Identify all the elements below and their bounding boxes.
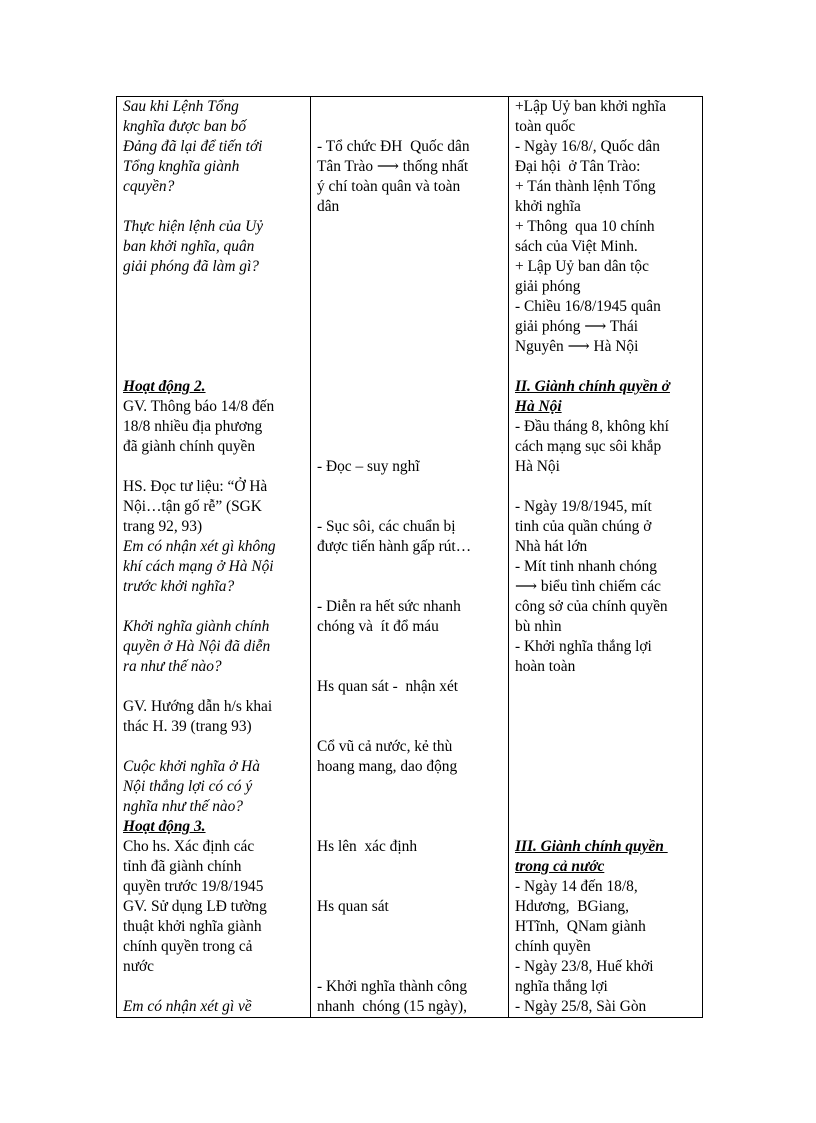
text-line: - Ngày 25/8, Sài Gòn (515, 998, 647, 1015)
activity-column (117, 97, 311, 1018)
text-line: GV. Thông báo 14/8 đến (123, 398, 275, 415)
text-line: ý chí toàn quân và toàn (317, 178, 461, 195)
text-line: Hs lên xác định (317, 838, 418, 855)
text-line: - Khởi nghĩa thành công (317, 978, 468, 995)
response-column (311, 97, 509, 1018)
text-line: - Diễn ra hết sức nhanh (317, 598, 461, 615)
text-line: giải phóng đã làm gì? (123, 258, 259, 275)
text-line: dân (317, 198, 340, 215)
text-line: quyền trước 19/8/1945 (123, 878, 264, 895)
text-line: - Đầu tháng 8, không khí (515, 418, 669, 435)
text-line: - Mít tinh nhanh chóng (515, 558, 657, 575)
text-line: cách mạng sục sôi khắp (515, 438, 662, 455)
text-line: thuật khởi nghĩa giành (123, 918, 262, 935)
activity-heading: Hoạt động 3. (123, 818, 206, 835)
text-line: ⟶ biểu tình chiếm các (515, 578, 661, 595)
activity-heading: Hoạt động 2. (123, 378, 206, 395)
text-line: nghĩa thắng lợi (515, 978, 608, 995)
text-line: nước (123, 958, 155, 975)
text-line: quyền ở Hà Nội đã diễn (123, 638, 271, 655)
text-line: toàn quốc (515, 118, 576, 135)
lesson-table (116, 96, 703, 1018)
text-line: Tổng knghĩa giành (123, 158, 240, 175)
text-line: Em có nhận xét gì về (123, 998, 252, 1015)
section-heading: trong cả nước (515, 858, 605, 875)
text-line: được tiến hành gấp rút… (317, 538, 472, 555)
text-line: trước khởi nghĩa? (123, 578, 235, 595)
text-line: giải phóng (515, 278, 581, 295)
text-line: HTĩnh, QNam giành (515, 918, 646, 935)
text-line: + Thông qua 10 chính (515, 218, 655, 235)
text-line: +Lập Uỷ ban khởi nghĩa (515, 98, 667, 115)
text-line: Cuộc khởi nghĩa ở Hà (123, 758, 260, 775)
section-heading: II. Giành chính quyền ở (515, 378, 670, 395)
text-line: tỉnh đã giành chính (123, 858, 242, 875)
text-line: khí cách mạng ở Hà Nội (123, 558, 274, 575)
text-line: Đảng đã lại để tiến tới (123, 138, 263, 155)
text-line: - Ngày 14 đến 18/8, (515, 878, 638, 895)
text-line: Sau khi Lệnh Tổng (123, 98, 239, 115)
text-line: Khởi nghĩa giành chính (123, 618, 270, 635)
text-line: Hà Nội (515, 458, 560, 475)
question-block (123, 217, 304, 277)
text-line: khởi nghĩa (515, 198, 581, 215)
text-line: cquyền? (123, 178, 175, 195)
text-line: giải phóng ⟶ Thái (515, 318, 639, 335)
text-line: - Ngày 16/8/, Quốc dân (515, 138, 660, 155)
text-line: Nội…tận gố rễ” (SGK (123, 498, 262, 515)
text-line: ban khởi nghĩa, quân (123, 238, 255, 255)
text-line: Em có nhận xét gì không (123, 538, 276, 555)
text-line: Nguyên ⟶ Hà Nội (515, 338, 639, 355)
text-line: 18/8 nhiều địa phương (123, 418, 263, 435)
text-line: - Khởi nghĩa thắng lợi (515, 638, 652, 655)
text-line: + Lập Uỷ ban dân tộc (515, 258, 649, 275)
text-line: bù nhìn (515, 618, 562, 635)
text-line: sách của Việt Minh. (515, 238, 638, 255)
text-line: nhanh chóng (15 ngày), (317, 998, 468, 1015)
text-line: nghĩa như thế nào? (123, 798, 243, 815)
text-line: knghĩa được ban bố (123, 118, 247, 135)
text-line: Hs quan sát - nhận xét (317, 678, 459, 695)
text-line: Hdương, BGiang, (515, 898, 629, 915)
text-line: Cổ vũ cả nước, kẻ thù (317, 738, 453, 755)
content-column (509, 97, 703, 1018)
question-block (123, 97, 304, 197)
text-line: - Ngày 19/8/1945, mít (515, 498, 652, 515)
text-line: + Tán thành lệnh Tổng (515, 178, 656, 195)
text-line: - Đọc – suy nghĩ (317, 458, 420, 475)
text-line: - Tổ chức ĐH Quốc dân (317, 138, 470, 155)
text-line: - Sục sôi, các chuẩn bị (317, 518, 456, 535)
text-line: chính quyền trong cả (123, 938, 253, 955)
text-line: Đại hội ở Tân Trào: (515, 158, 641, 175)
text-line: hoàn toàn (515, 658, 576, 675)
section-heading: III. Giành chính quyền (515, 838, 668, 855)
text-line: công sở của chính quyền (515, 598, 668, 615)
text-line: HS. Đọc tư liệu: “Ở Hà (123, 478, 268, 495)
text-line: Nội thắng lợi có có ý (123, 778, 253, 795)
text-line: Thực hiện lệnh của Uỷ (123, 218, 264, 235)
table-row (117, 97, 703, 1018)
text-line: Nhà hát lớn (515, 538, 588, 555)
text-line: ra như thế nào? (123, 658, 222, 675)
text-line: thác H. 39 (trang 93) (123, 718, 252, 735)
text-line: hoang mang, dao động (317, 758, 458, 775)
text-line: Cho hs. Xác định các (123, 838, 255, 855)
text-line: trang 92, 93) (123, 518, 203, 535)
text-line: GV. Sử dụng LĐ tường (123, 898, 267, 915)
text-line: tinh của quần chúng ở (515, 518, 652, 535)
text-line: - Ngày 23/8, Huế khởi (515, 958, 654, 975)
text-line: chóng và ít đổ máu (317, 618, 439, 635)
text-line: đã giành chính quyền (123, 438, 256, 455)
section-heading: Hà Nội (515, 398, 562, 415)
text-line: GV. Hướng dẫn h/s khai (123, 698, 273, 715)
text-line: Tân Trào ⟶ thống nhất (317, 158, 469, 175)
text-line: Hs quan sát (317, 898, 389, 915)
text-line: - Chiều 16/8/1945 quân (515, 298, 661, 315)
text-line: chính quyền (515, 938, 591, 955)
